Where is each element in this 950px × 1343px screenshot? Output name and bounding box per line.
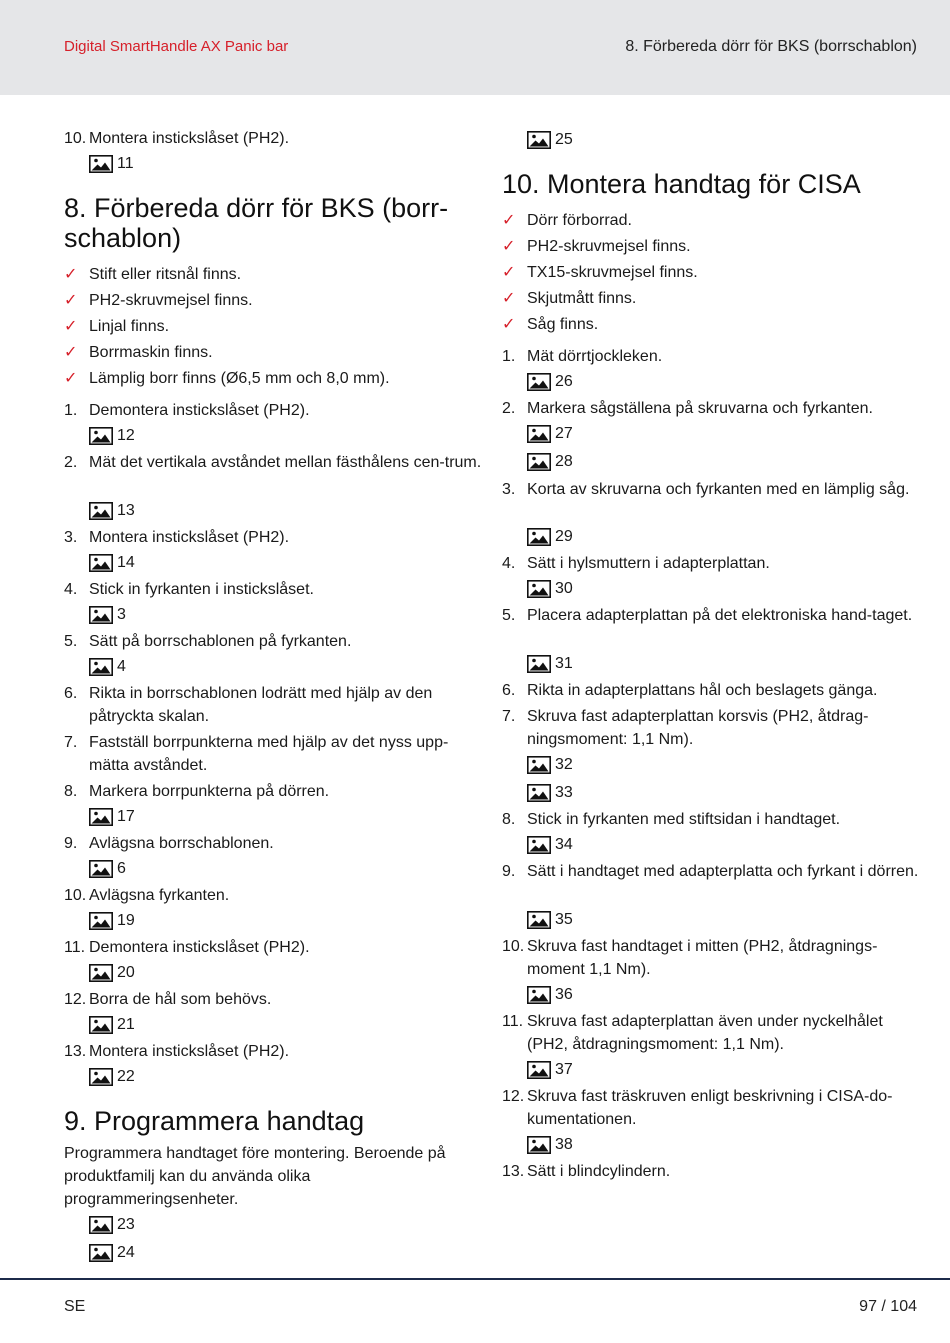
checkmark-icon: ✓ [502,290,516,307]
checkmark-icon: ✓ [64,370,78,387]
image-icon [527,784,551,802]
image-icon [89,808,113,826]
image-icon [527,986,551,1004]
image-icon [527,1061,551,1079]
section-heading: 9. Programmera handtag [64,1106,365,1136]
image-icon [527,1136,551,1154]
image-icon [527,911,551,929]
footer-rule [0,1278,950,1280]
image-icon [89,1068,113,1086]
image-icon [89,1216,113,1234]
checkmark-icon: ✓ [64,318,78,335]
checkmark-icon: ✓ [502,212,516,229]
product-title: Digital SmartHandle AX Panic bar [64,38,289,55]
page-header [0,0,950,95]
image-icon [89,502,113,520]
image-icon [527,373,551,391]
section-heading: 10. Montera handtag för CISA [502,169,861,199]
checkmark-icon: ✓ [64,344,78,361]
section-heading: 8. Förbereda dörr för BKS (borr-schablon) [64,193,449,253]
image-icon [527,836,551,854]
page-number: 97 / 104 [859,1298,917,1315]
image-icon [89,860,113,878]
image-icon [89,606,113,624]
checkmark-icon: ✓ [502,316,516,333]
checkmark-icon: ✓ [64,266,78,283]
image-icon [89,912,113,930]
image-icon [527,528,551,546]
image-icon [527,655,551,673]
section-paragraph: Programmera handtaget före montering. Beroende på produktfamilj kan du använda olika programmeringsenheter. [64,1145,446,1208]
image-icon [89,155,113,173]
image-icon [527,131,551,149]
image-icon [89,964,113,982]
checkmark-icon: ✓ [64,292,78,309]
language-code: SE [64,1298,86,1315]
image-icon [527,453,551,471]
image-icon [89,427,113,445]
image-icon [89,658,113,676]
image-icon [89,1244,113,1262]
section-title: 8. Förbereda dörr för BKS (borrschablon) [625,38,917,55]
image-icon [527,425,551,443]
checkmark-icon: ✓ [502,264,516,281]
image-icon [527,756,551,774]
image-icon [89,1016,113,1034]
image-icon [527,580,551,598]
checkmark-icon: ✓ [502,238,516,255]
image-icon [89,554,113,572]
